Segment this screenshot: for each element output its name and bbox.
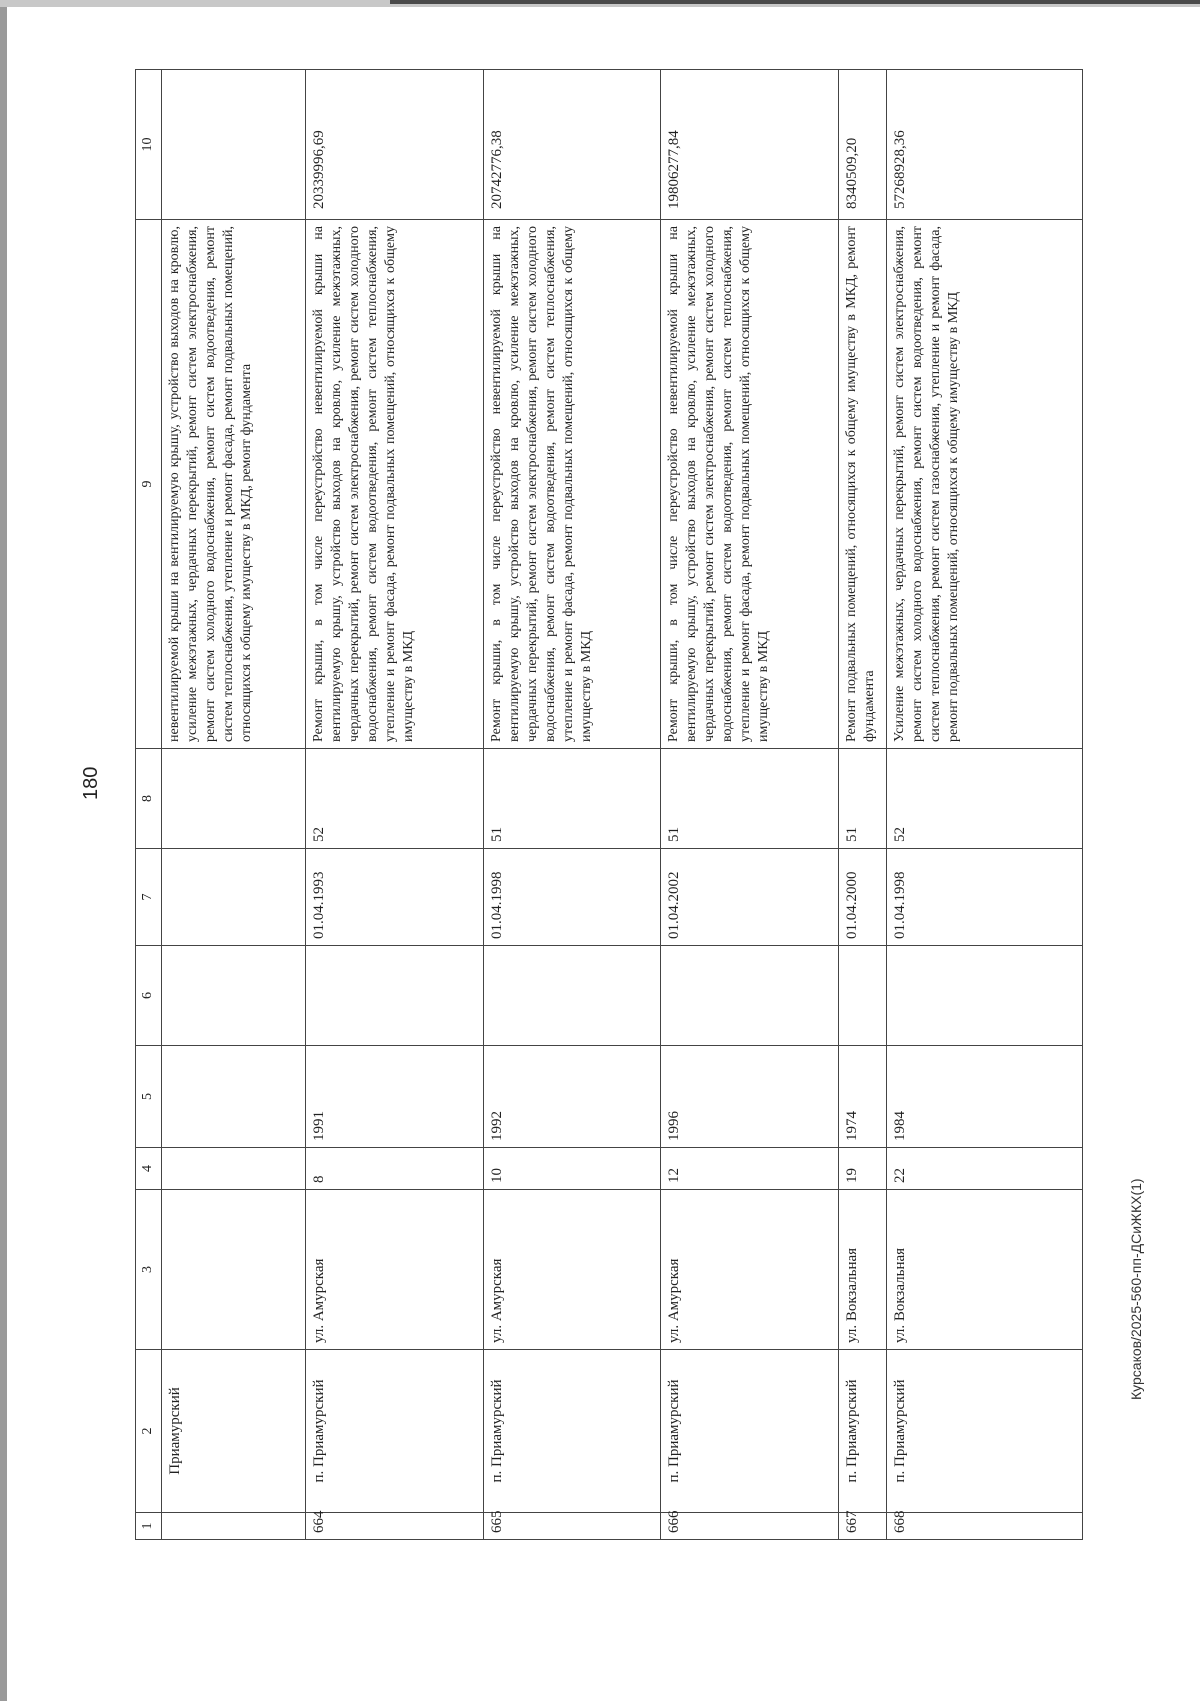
- col-header: 7: [136, 849, 162, 946]
- settlement-name: п. Приамурский: [661, 1350, 838, 1513]
- settlement-name: п. Приамурский: [838, 1350, 886, 1513]
- build-year: [162, 1046, 306, 1148]
- row-number: 665: [483, 1513, 660, 1540]
- repair-cost: 57268928,36: [886, 70, 1082, 220]
- row-number: 664: [306, 1513, 483, 1540]
- row-number: [162, 1513, 306, 1540]
- col8-value: 51: [838, 749, 886, 849]
- col6-value: [838, 946, 886, 1046]
- col8-value: 51: [661, 749, 838, 849]
- repair-program-table: [135, 69, 1083, 1540]
- house-number: [162, 1148, 306, 1190]
- privatization-date: [162, 849, 306, 946]
- repair-cost: 20339996,69: [306, 70, 483, 220]
- col8-value: 52: [886, 749, 1082, 849]
- table-row: [162, 70, 306, 1540]
- settlement-name: п. Приамурский: [483, 1350, 660, 1513]
- col-header: 9: [136, 220, 162, 749]
- privatization-date: 01.04.2002: [661, 849, 838, 946]
- street-name: ул. Амурская: [661, 1190, 838, 1350]
- repair-works: Ремонт крыши, в том числе переустройство невентилируемой крыши на вентилируемую крышу, устройство выходов на кровлю, усиление межэтажных, чердачных перекрытий, ремонт систем электроснабжения, ремонт систем холодного водоснабжения, ремонт систем водоотведения, ремонт систем теплоснабжения, утепление и ремонт фасада, ремонт подвальных помещений, относящихся к общему имуществу в МКД: [306, 220, 483, 749]
- build-year: 1974: [838, 1046, 886, 1148]
- col8-value: [162, 749, 306, 849]
- privatization-date: 01.04.2000: [838, 849, 886, 946]
- rotated-table-container: [135, 70, 1083, 1540]
- col-header: 1: [136, 1513, 162, 1540]
- col-header: 10: [136, 70, 162, 220]
- street-name: ул. Вокзальная: [886, 1190, 1082, 1350]
- repair-works: Усиление межэтажных, чердачных перекрытий, ремонт систем электроснабжения, ремонт систем холодного водоснабжения, ремонт систем водоотведения, ремонт систем теплоснабжения, ремонт систем газоснабжения, утепление и ремонт фасада, ремонт подвальных помещений, относящихся к общему имуществу в МКД: [886, 220, 1082, 749]
- street-name: [162, 1190, 306, 1350]
- repair-works: Ремонт крыши, в том числе переустройство невентилируемой крыши на вентилируемую крышу, устройство выходов на кровлю, усиление межэтажных, чердачных перекрытий, ремонт систем электроснабжения, ремонт систем холодного водоснабжения, ремонт систем водоотведения, ремонт систем теплоснабжения, утепление и ремонт фасада, ремонт подвальных помещений, относящихся к общему имуществу в МКД: [483, 220, 660, 749]
- build-year: 1992: [483, 1046, 660, 1148]
- table-row: [306, 70, 483, 1540]
- col8-value: 51: [483, 749, 660, 849]
- table-row: [886, 70, 1082, 1540]
- repair-cost: [162, 70, 306, 220]
- col6-value: [306, 946, 483, 1046]
- row-number: 667: [838, 1513, 886, 1540]
- house-number: 19: [838, 1148, 886, 1190]
- col8-value: 52: [306, 749, 483, 849]
- table-row: [661, 70, 838, 1540]
- repair-works: Ремонт крыши, в том числе переустройство невентилируемой крыши на вентилируемую крышу, устройство выходов на кровлю, усиление межэтажных, чердачных перекрытий, ремонт систем электроснабжения, ремонт систем холодного водоснабжения, ремонт систем водоотведения, ремонт систем теплоснабжения, утепление и ремонт фасада, ремонт подвальных помещений, относящихся к общему имуществу в МКД: [661, 220, 838, 749]
- house-number: 12: [661, 1148, 838, 1190]
- scan-top-line: [390, 0, 1200, 4]
- repair-works: Ремонт подвальных помещений, относящихся к общему имуществу в МКД, ремонт фундамента: [838, 220, 886, 749]
- col6-value: [162, 946, 306, 1046]
- row-number: 666: [661, 1513, 838, 1540]
- scan-left-edge: [0, 0, 7, 1701]
- street-name: ул. Вокзальная: [838, 1190, 886, 1350]
- repair-works: невентилируемой крыши на вентилируемую крышу, устройство выходов на кровлю, усиление межэтажных, чердачных перекрытий, ремонт систем электроснабжения, ремонт систем холодного водоснабжения, ремонт систем водоотведения, ремонт систем теплоснабжения, утепление и ремонт фасада, ремонт подвальных помещений, относящихся к общему имуществу в МКД, ремонт фундамента: [162, 220, 306, 749]
- page-number: 180: [80, 766, 102, 800]
- col6-value: [661, 946, 838, 1046]
- settlement-name: п. Приамурский: [306, 1350, 483, 1513]
- header-row: [136, 70, 162, 1540]
- col-header: 5: [136, 1046, 162, 1148]
- col-header: 3: [136, 1190, 162, 1350]
- privatization-date: 01.04.1998: [483, 849, 660, 946]
- house-number: 10: [483, 1148, 660, 1190]
- col6-value: [886, 946, 1082, 1046]
- build-year: 1991: [306, 1046, 483, 1148]
- build-year: 1984: [886, 1046, 1082, 1148]
- repair-cost: 8340509,20: [838, 70, 886, 220]
- build-year: 1996: [661, 1046, 838, 1148]
- col-header: 2: [136, 1350, 162, 1513]
- repair-cost: 19806277,84: [661, 70, 838, 220]
- street-name: ул. Амурская: [483, 1190, 660, 1350]
- street-name: ул. Амурская: [306, 1190, 483, 1350]
- privatization-date: 01.04.1998: [886, 849, 1082, 946]
- settlement-name: п. Приамурский: [886, 1350, 1082, 1513]
- col-header: 4: [136, 1148, 162, 1190]
- row-number: 668: [886, 1513, 1082, 1540]
- col-header: 6: [136, 946, 162, 1046]
- document-id: Курсаков/2025-560-пп-ДСиЖКХ(1): [1128, 1178, 1144, 1400]
- col-header: 8: [136, 749, 162, 849]
- table-row: [483, 70, 660, 1540]
- repair-cost: 20742776,38: [483, 70, 660, 220]
- house-number: 22: [886, 1148, 1082, 1190]
- settlement-name: Приамурский: [162, 1350, 306, 1513]
- privatization-date: 01.04.1993: [306, 849, 483, 946]
- col6-value: [483, 946, 660, 1046]
- house-number: 8: [306, 1148, 483, 1190]
- table-row: [838, 70, 886, 1540]
